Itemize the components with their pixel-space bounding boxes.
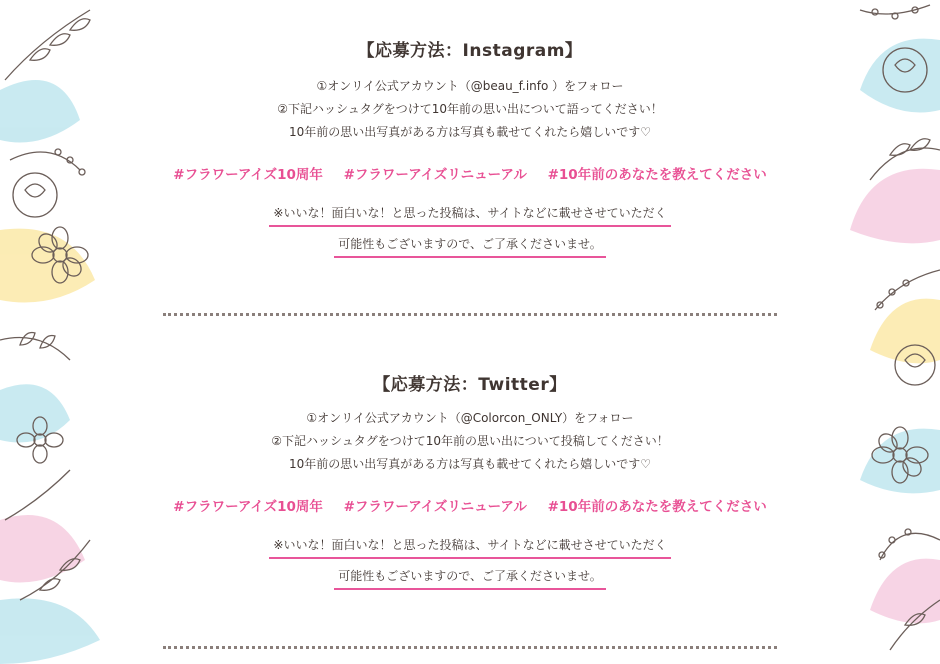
- disclaimer-note: 可能性もございますので、ご了承くださいませ。: [334, 567, 605, 590]
- hashtag: #フラワーアイズリニューアル: [343, 167, 527, 183]
- twitter-section: [160, 370, 780, 590]
- disclaimer-note: 可能性もございますので、ご了承くださいませ。: [334, 235, 605, 258]
- hashtag: #フラワーアイズ10周年: [173, 499, 323, 515]
- dotted-divider: [163, 646, 777, 649]
- hashtag: #10年前のあなたを教えてください: [547, 167, 767, 183]
- instruction-line: ②下記ハッシュタグをつけて10年前の思い出について投稿してください！: [271, 434, 669, 448]
- section-title: 【応募方法：Twitter】: [373, 375, 567, 395]
- instruction-line: ①オンリイ公式アカウント（@beau_f.info ）をフォロー: [316, 79, 624, 93]
- hashtag-list: [160, 163, 780, 183]
- instruction-line: ①オンリイ公式アカウント（@Colorcon_ONLY）をフォロー: [306, 411, 634, 425]
- instruction-line: 10年前の思い出写真がある方は写真も載せてくれたら嬉しいです♡: [288, 457, 652, 471]
- hashtag: #フラワーアイズ10周年: [173, 167, 323, 183]
- disclaimer-note: ※いいな！面白いな！と思った投稿は、サイトなどに載せさせていただく: [269, 204, 670, 227]
- instagram-section: [160, 36, 780, 258]
- instruction-line: ②下記ハッシュタグをつけて10年前の思い出について語ってください！: [277, 102, 663, 116]
- floral-border-left: [0, 0, 120, 664]
- hashtag: #10年前のあなたを教えてください: [547, 499, 767, 515]
- instruction-line: 10年前の思い出写真がある方は写真も載せてくれたら嬉しいです♡: [288, 125, 652, 139]
- dotted-divider: [163, 313, 777, 316]
- disclaimer-note: ※いいな！面白いな！と思った投稿は、サイトなどに載せさせていただく: [269, 536, 670, 559]
- section-title: 【応募方法：Instagram】: [357, 41, 583, 61]
- hashtag-list: [160, 495, 780, 515]
- hashtag: #フラワーアイズリニューアル: [343, 499, 527, 515]
- floral-border-right: [820, 0, 940, 664]
